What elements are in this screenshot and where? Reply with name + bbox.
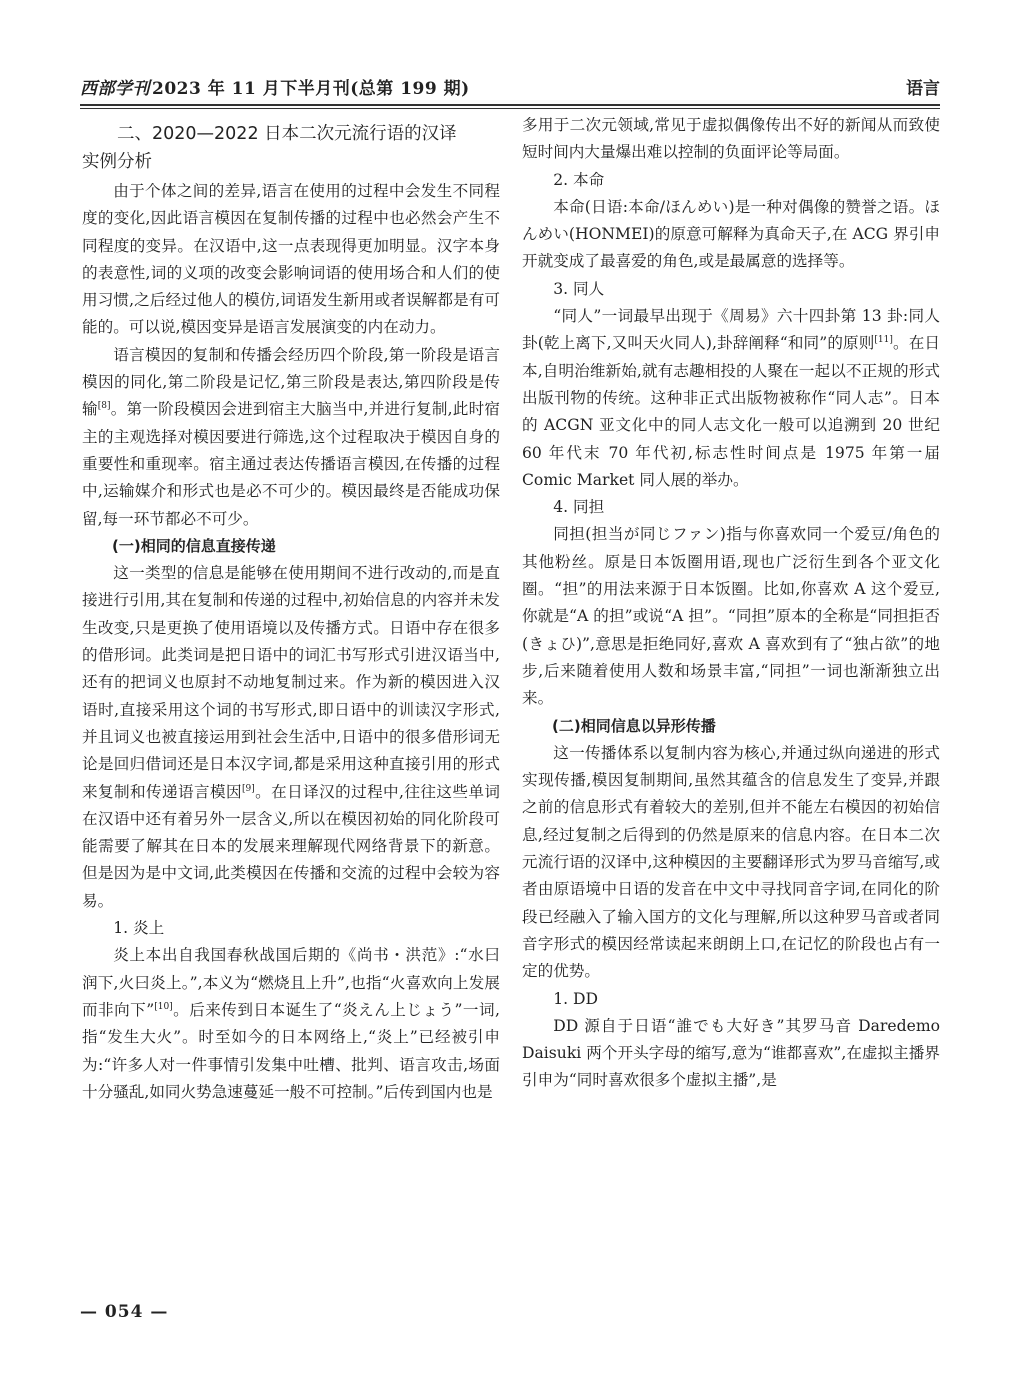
page-number: — 054 — [80,1302,169,1322]
paragraph [82,560,500,915]
section-heading-line1: 二、2020—2022 日本二次元流行语的汉译 [117,124,457,144]
item-title: 1. 炎上 [113,919,165,938]
paragraph-text: 。第一阶段模因会进到宿主大脑当中,并进行复制,此时宿主的主观选择对模因要进行筛选,这个过程取决于模因自身的重要性和重现率。宿主通过表达传播语言模因,在传播的过程中,运输媒介和形式也是必不可少的。模因最终是否能成功保留,每一环节都必不可少。 [82,400,500,528]
paragraph [522,303,940,494]
issue-info: 2023 年 11 月下半月刊(总第 199 期) [152,79,470,99]
journal-title [80,74,470,99]
paragraph-text: “同人”一词最早出现于《周易》六十四卦第 13 卦:同人卦(乾上离下,又叫天火同人),卦辞阐释“和同”的原则 [522,307,940,353]
paragraph: 多用于二次元领域,常见于虚拟偶像传出不好的新闻从而致使短时间内大量爆出难以控制的负面评论等局面。 [522,116,940,162]
page-header [80,68,940,102]
paragraph: 由于个体之间的差异,语言在使用的过程中会发生不同程度的变化,因此语言模因在复制传播的过程中也必然会产生不同程度的变异。在汉语中,这一点表现得更加明显。汉字本身的表意性,词的义项的改变会影响词语的使用场合和人们的使用习惯,之后经过他人的模仿,词语发生新用或者误解都是有可能的。可以说,模因变异是语言发展演变的内在动力。 [82,182,500,337]
paragraph: 这一传播体系以复制内容为核心,并通过纵向递进的形式实现传播,模因复制期间,虽然其蕴含的信息发生了变异,并跟之前的信息形式有着较大的差别,但并不能左右模因的初始信息,经过复制之后得到的仍然是原来的信息内容。在日本二次元流行语的汉译中,这种模因的主要翻译形式为罗马音缩写,或者由原语境中日语的发音在中文中寻找同音字词,在同化的阶段已经融入了输入国方的文化与理解,所以这种罗马音或者同音字形式的模因经常读起来朗朗上口,在记忆的阶段也占有一定的优势。 [522,743,940,981]
paragraph: 同担(担当が同じファン)指与你喜欢同一个爱豆/角色的其他粉丝。原是日本饭圈用语,现也广泛衍生到各个亚文化圈。“担”的用法来源于日本饭圈。比如,你喜欢 A 这个爱豆,你就是“A 的担”或说“A 担”。“同担”原本的全称是“同担拒否(きょひ)”,意思是拒绝同好,喜欢 A 喜欢到有了“独占欲”的地步,后来随着使用人数和场景丰富,“同担”一词也渐渐独立出来。 [522,525,940,708]
paragraph [82,942,500,1106]
item-title: 2. 本命 [553,170,605,189]
journal-logo: 西部学刊 [80,79,150,99]
paragraph: 本命(日语:本命/ほんめい)是一种对偶像的赞誉之语。ほんめい(HONMEI)的原意可解释为真命天子,在 ACG 界引申开就变成了最喜爱的角色,或是最属意的选择等。 [522,197,940,271]
right-column [522,112,940,1095]
section-heading [82,120,500,176]
section-label: 语言 [906,79,940,99]
left-column [82,112,500,1106]
citation-ref: [9] [241,783,255,794]
paragraph-text: 。在日本,自明治维新始,就有志趣相投的人聚在一起以不正规的形式出版刊物的传统。这种非正式出版物被称作“同人志”。日本的 ACGN 亚文化中的同人志文化一般可以追溯到 20 世纪 60 年代末 70 年代初,标志性时间点是 1975 年第一届 Comic Market 同人展的举办。 [522,334,940,489]
item-title: 1. DD [553,989,599,1008]
item-title: 4. 同担 [553,498,605,517]
paragraph-text: 。在日译汉的过程中,往往这些单词在汉语中还有着另外一层含义,所以在模因初始的同化阶段可能需要了解其在日本的发展来理解现代网络背景下的新意。但是因为是中文词,此类模因在传播和交流的过程中会较为容易。 [82,782,500,910]
header-rule [80,104,940,106]
subheading: (二)相同信息以异形传播 [552,716,716,735]
item-title: 3. 同人 [553,279,605,298]
header-rule-thin [80,108,940,109]
citation-ref: [10] [154,1001,173,1012]
citation-ref: [11] [874,335,893,346]
paragraph [82,342,500,533]
paragraph-text: 炎上本出自我国春秋战国后期的《尚书・洪范》:“水曰润下,火曰炎上。”,本义为“燃烧且上升”,也指“火喜欢向上发展而非向下” [82,946,500,1019]
paragraph: DD 源自于日语“誰でも大好き”其罗马音 Daredemo Daisuki 两个开头字母的缩写,意为“谁都喜欢”,在虚拟主播界引申为“同时喜欢很多个虚拟主播”,是 [522,1016,940,1090]
paragraph-text: 。后来传到日本诞生了“炎えん上じょう”一词,指“发生大火”。时至如今的日本网络上,“炎上”已经被引申为:“许多人对一件事情引发集中吐槽、批判、语言攻击,场面十分骚乱,如同火势急速蔓延一般不可控制。”后传到国内也是 [82,1000,500,1101]
section-heading-line2: 实例分析 [82,152,152,172]
subheading: (一)相同的信息直接传递 [112,536,276,555]
paragraph-text: 这一类型的信息是能够在使用期间不进行改动的,而是直接进行引用,其在复制和传递的过程中,初始信息的内容并未发生改变,只是更换了使用语境以及传播方式。日语中存在很多的借形词。此类词是把日语中的词汇书写形式引进汉语当中,还有的把词义也原封不动地复制过来。作为新的模因进入汉语时,直接采用这个词的书写形式,即日语中的训读汉字形式,并且词义也被直接运用到社会生活中,日语中的很多借形词无论是回归借词还是日本汉字词,都是采用这种直接引用的形式来复制和传递语言模因 [82,564,500,801]
paragraph-text: 语言模因的复制和传播会经历四个阶段,第一阶段是语言模因的同化,第二阶段是记忆,第三阶段是表达,第四阶段是传输 [82,345,500,419]
citation-ref: [8] [97,401,111,412]
